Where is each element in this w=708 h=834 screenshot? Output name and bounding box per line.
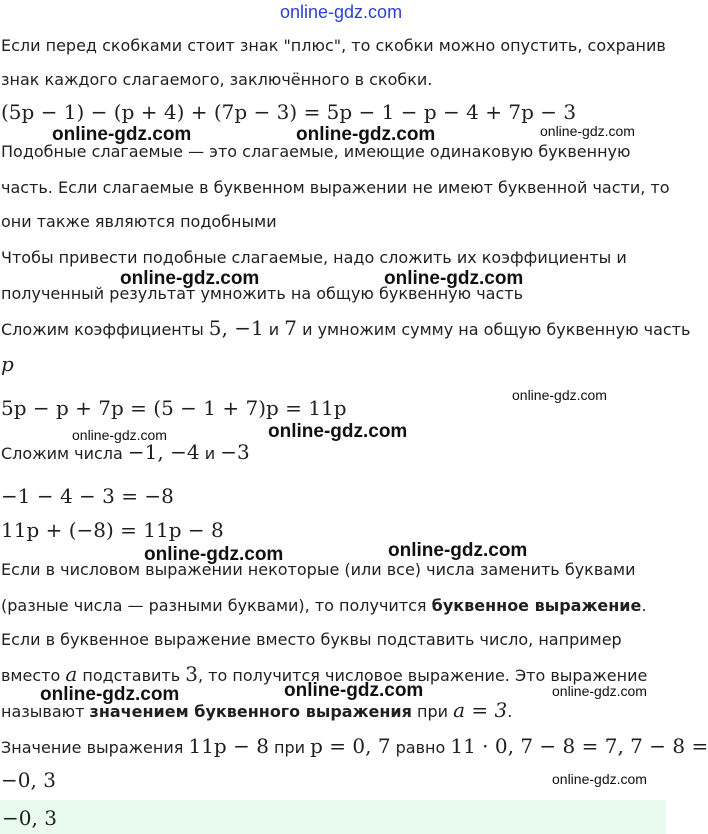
- text-line-12: [1, 596, 646, 616]
- math-span: a = 3: [453, 698, 508, 722]
- bold-term: буквенное выражение: [431, 596, 642, 615]
- text-line-3: Подобные слагаемые — это слагаемые, имеющие одинаковую буквенную: [1, 142, 631, 161]
- equation-1: (5p − 1) − (p + 4) + (7p − 3) = 5p − 1 − p − 4 + 7p − 3: [1, 100, 577, 124]
- math-span: 5, −1: [208, 316, 264, 340]
- answer-box: [0, 800, 666, 834]
- watermark: online-gdz.com: [144, 544, 284, 565]
- watermark: online-gdz.com: [72, 427, 167, 443]
- watermark: online-gdz.com: [388, 540, 528, 561]
- text-span: Сложим числа: [1, 444, 128, 463]
- watermark: online-gdz.com: [52, 124, 192, 145]
- text-span: (разные числа — разными буквами), то получится: [1, 596, 432, 615]
- answer-value: −0, 3: [2, 806, 57, 830]
- text-span: и умножим сумму на общую буквенную часть: [297, 320, 691, 339]
- watermark: online-gdz.com: [552, 771, 647, 787]
- math-span: −3: [220, 440, 250, 464]
- watermark: online-gdz.com: [512, 387, 607, 403]
- text-span: и: [263, 320, 285, 339]
- watermark: online-gdz.com: [540, 123, 635, 139]
- equation-2: 5p − p + 7p = (5 − 1 + 7)p = 11p: [1, 396, 347, 420]
- watermark: online-gdz.com: [40, 684, 180, 705]
- watermark: online-gdz.com: [284, 680, 424, 701]
- text-span: равно: [390, 738, 451, 757]
- watermark: online-gdz.com: [120, 268, 260, 289]
- text-span: .: [641, 596, 647, 615]
- math-line-result: −0, 3: [1, 768, 56, 792]
- text-span: подставить: [77, 666, 186, 685]
- bold-term: значением буквенного выражения: [89, 702, 412, 721]
- text-line-13: Если в буквенное выражение вместо буквы подставить число, например: [1, 630, 622, 649]
- text-line-4: часть. Если слагаемые в буквенном выражении не имеют буквенной части, то: [1, 178, 670, 197]
- watermark: online-gdz.com: [296, 124, 436, 145]
- text-span: и: [199, 444, 221, 463]
- text-span: Сложим коэффициенты: [1, 320, 209, 339]
- text-line-11: Если в числовом выражении некоторые (или все) числа заменить буквами: [1, 560, 636, 579]
- math-span: −1, −4: [127, 440, 200, 464]
- equation-4: 11p + (−8) = 11p − 8: [1, 518, 224, 542]
- watermark: online-gdz.com: [268, 421, 408, 442]
- text-line-10: [1, 442, 250, 464]
- text-line-16: [1, 736, 708, 758]
- math-span: p = 0, 7: [310, 734, 391, 758]
- math-span: 3: [185, 662, 198, 686]
- text-line-6: Чтобы привести подобные слагаемые, надо сложить их коэффициенты и: [1, 248, 627, 267]
- watermark-top: online-gdz.com: [280, 2, 403, 22]
- text-span: , то получится числовое выражение. Это выражение: [198, 666, 648, 685]
- text-line-8: [1, 318, 690, 340]
- text-line-2: знак каждого слагаемого, заключённого в скобки.: [1, 70, 433, 89]
- text-span: Значение выражения: [1, 738, 189, 757]
- text-line-5: они также являются подобными: [1, 212, 277, 231]
- text-span: называют: [1, 702, 90, 721]
- math-span: 7: [284, 316, 298, 340]
- math-span: 11 · 0, 7 − 8 = 7, 7 − 8 =: [450, 734, 708, 758]
- text-line-1: Если перед скобками стоит знак "плюс", то скобки можно опустить, сохранив: [1, 36, 666, 55]
- text-span: вместо: [1, 666, 66, 685]
- watermark: online-gdz.com: [384, 268, 524, 289]
- text-span: при: [411, 702, 454, 721]
- text-line-7: полученный результат умножить на общую буквенную часть: [1, 284, 524, 303]
- text-span: при: [268, 738, 311, 757]
- text-span: .: [507, 702, 513, 721]
- math-span: 11p − 8: [188, 734, 269, 758]
- math-span: a: [65, 662, 78, 686]
- watermark: online-gdz.com: [552, 683, 647, 699]
- equation-3: −1 − 4 − 3 = −8: [1, 484, 174, 508]
- math-line-p: p: [1, 352, 14, 376]
